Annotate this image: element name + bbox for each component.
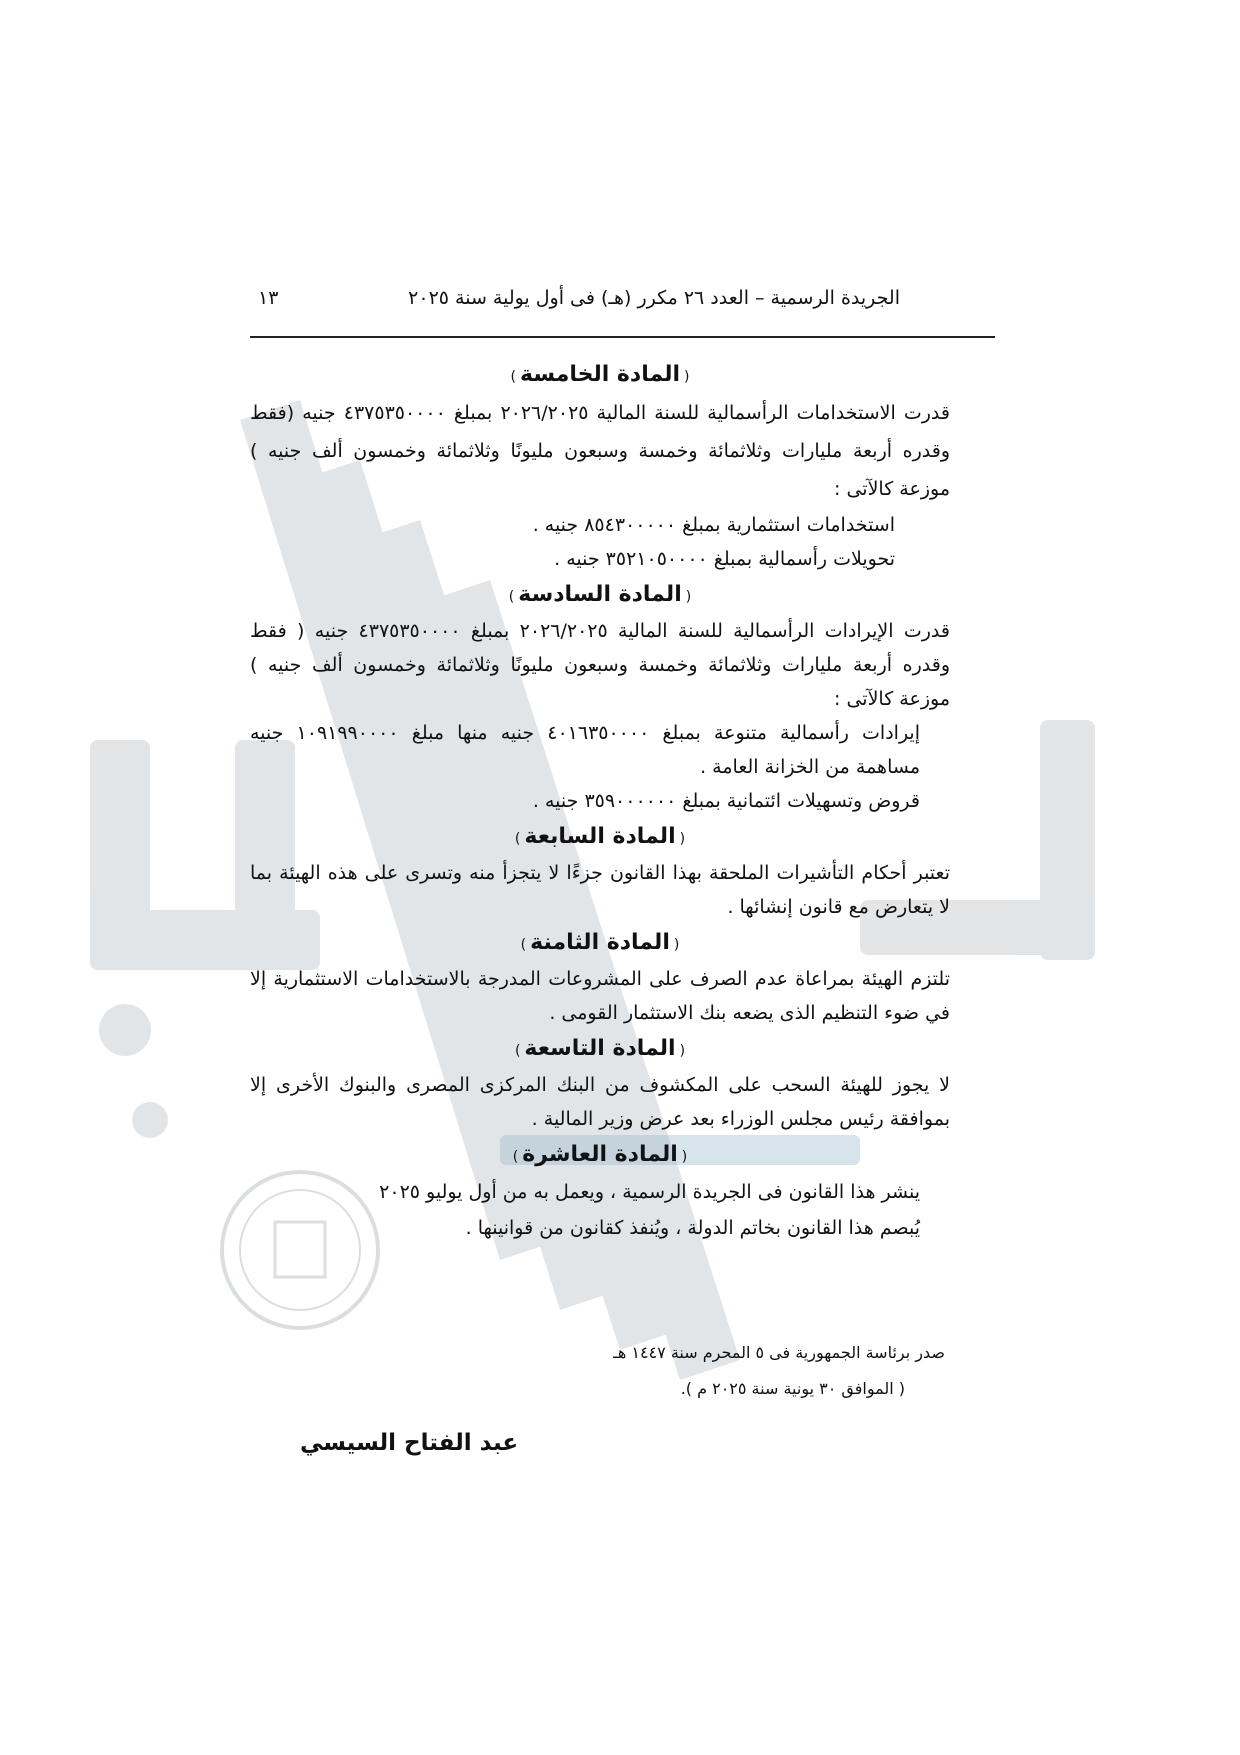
article-9-paragraph: لا يجوز للهيئة السحب على المكشوف من البنك المركزى المصرى والبنوك الأخرى إلا بموافقة رئيس مجلس الوزراء بعد عرض وزير المالية . bbox=[250, 1074, 950, 1130]
article-5-item: استخدامات استثمارية بمبلغ ٨٥٤٣٠٠٠٠٠ جنيه . bbox=[532, 514, 895, 536]
article-5-paragraph: قدرت الاستخدامات الرأسمالية للسنة المالية ٢٠٢٦/٢٠٢٥ بمبلغ ٤٣٧٥٣٥٠٠٠٠ جنيه (فقط وقدره أربعة مليارات وثلاثمائة وخمسة وسبعون مليونًا وثلاثمائة وخمسون ألف جنيه ) موزعة كالآتى : bbox=[250, 402, 950, 500]
article-heading: (المادة السابعة) bbox=[514, 824, 686, 849]
header-divider bbox=[250, 336, 995, 338]
article-8-title: المادة الثامنة bbox=[530, 930, 670, 955]
article-10-line: ينشر هذا القانون فى الجريدة الرسمية ، ويعمل به من أول يوليو ٢٠٢٥ bbox=[379, 1181, 920, 1203]
article-6-title: المادة السادسة bbox=[518, 582, 682, 607]
document-body bbox=[250, 356, 950, 1246]
issued-gregorian-date: ( الموافق ٣٠ يونية سنة ٢٠٢٥ م ). bbox=[680, 1379, 905, 1398]
article-heading: (المادة التاسعة) bbox=[514, 1036, 686, 1061]
article-6-item: قروض وتسهيلات ائتمانية بمبلغ ٣٥٩٠٠٠٠٠٠ جنيه . bbox=[532, 790, 920, 812]
article-heading: (المادة الخامسة) bbox=[510, 362, 690, 387]
article-heading: (المادة السادسة) bbox=[508, 582, 692, 607]
article-heading: (المادة الثامنة) bbox=[520, 930, 680, 955]
article-heading: (المادة العاشرة) bbox=[512, 1142, 688, 1167]
article-5-item: تحويلات رأسمالية بمبلغ ٣٥٢١٠٥٠٠٠٠ جنيه . bbox=[554, 548, 895, 570]
president-signature: عبد الفتاح السيسي bbox=[300, 1430, 519, 1456]
issuance-block bbox=[613, 1335, 945, 1407]
article-10-line: يُبصم هذا القانون بخاتم الدولة ، ويُنفذ كقانون من قوانينها . bbox=[465, 1217, 920, 1239]
article-9-title: المادة التاسعة bbox=[524, 1036, 676, 1061]
gazette-title: الجريدة الرسمية – العدد ٢٦ مكرر (هـ) فى أول يولية سنة ٢٠٢٥ bbox=[408, 287, 900, 309]
article-7-title: المادة السابعة bbox=[524, 824, 676, 849]
issued-date: صدر برئاسة الجمهورية فى ٥ المحرم سنة ١٤٤٧ هـ bbox=[613, 1343, 945, 1362]
article-5-title: المادة الخامسة bbox=[519, 362, 680, 387]
article-10-title: المادة العاشرة bbox=[522, 1142, 678, 1167]
article-6-item: إيرادات رأسمالية متنوعة بمبلغ ٤٠١٦٣٥٠٠٠٠ جنيه منها مبلغ ١٠٩١٩٩٠٠٠٠ جنيه مساهمة من الخزانة العامة . bbox=[250, 722, 920, 778]
article-8-paragraph: تلتزم الهيئة بمراعاة عدم الصرف على المشروعات المدرجة بالاستخدامات الاستثمارية إلا في ضوء التنظيم الذى يضعه بنك الاستثمار القومى . bbox=[250, 968, 950, 1024]
article-6-paragraph: قدرت الإيرادات الرأسمالية للسنة المالية ٢٠٢٦/٢٠٢٥ بمبلغ ٤٣٧٥٣٥٠٠٠٠ جنيه ( فقط وقدره أربعة مليارات وثلاثمائة وخمسة وسبعون مليونًا وثلاثمائة وخمسون ألف جنيه ) موزعة كالآتى : bbox=[250, 620, 950, 710]
page-header bbox=[250, 283, 995, 325]
page-number: ١٣ bbox=[258, 287, 279, 309]
article-7-paragraph: تعتبر أحكام التأشيرات الملحقة بهذا القانون جزءًا لا يتجزأ منه وتسرى على هذه الهيئة بما لا يتعارض مع قانون إنشائها . bbox=[250, 862, 950, 918]
